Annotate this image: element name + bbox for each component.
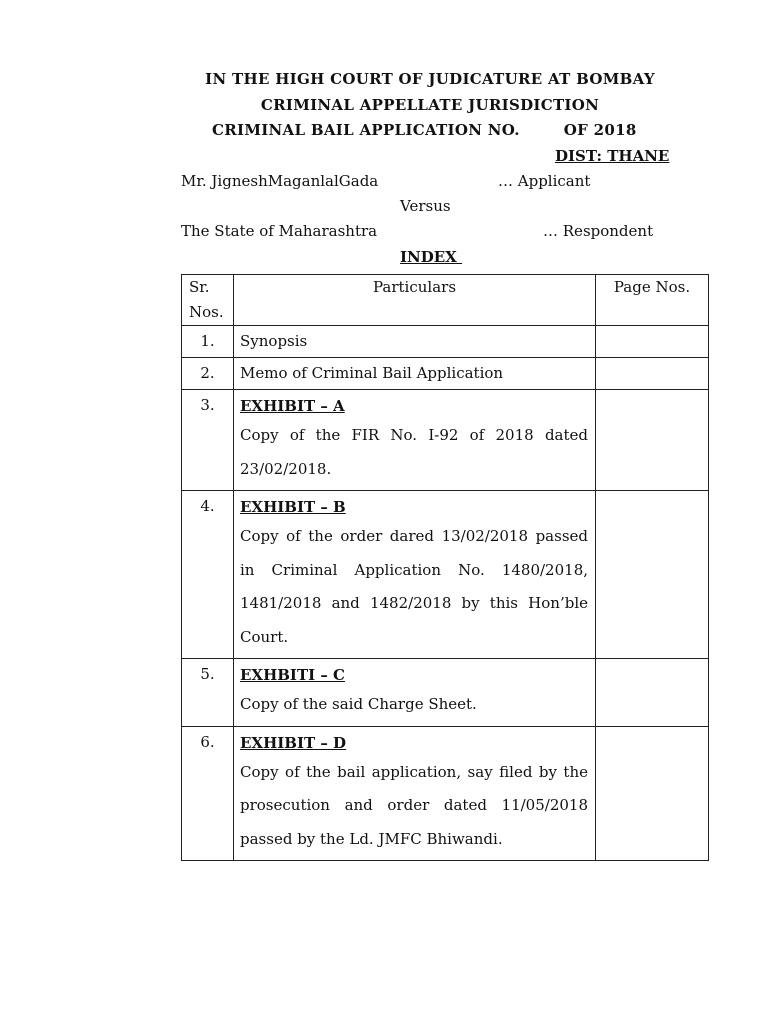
exhibit-label: EXHIBIT – A: [240, 397, 345, 415]
exhibit-description: Copy of the bail application, say filed by the prosecution and order dated 11/05/2018 passed by the Ld. JMFC Bhiwandi.: [240, 762, 588, 848]
header-sr: [182, 275, 234, 326]
table-row: [182, 491, 709, 659]
header-page-nos: Page Nos.: [596, 275, 709, 326]
application-year: OF 2018: [563, 121, 637, 139]
row-sr: 3.: [182, 390, 234, 491]
application-heading: [212, 121, 637, 139]
exhibit-description: Copy of the FIR No. I-92 of 2018 dated 23/02/2018.: [240, 426, 588, 478]
row-page: [596, 659, 709, 727]
row-page: [596, 726, 709, 861]
index-table: [181, 274, 709, 861]
table-header-row: [182, 275, 709, 326]
table-row: [182, 390, 709, 491]
respondent-name: The State of Maharashtra: [181, 222, 378, 240]
court-heading: IN THE HIGH COURT OF JUDICATURE AT BOMBAY: [205, 70, 655, 88]
district-label: DIST: THANE: [555, 147, 670, 165]
jurisdiction-heading: CRIMINAL APPELLATE JURISDICTION: [260, 96, 600, 114]
row-particulars: [234, 659, 596, 727]
header-sr-line1: Sr.: [189, 278, 210, 296]
table-row: [182, 726, 709, 861]
row-page: [596, 390, 709, 491]
row-particulars: Memo of Criminal Bail Application: [234, 358, 596, 390]
exhibit-label: EXHIBIT – D: [240, 733, 347, 752]
row-particulars: [234, 726, 596, 861]
index-title: INDEX: [400, 248, 463, 266]
row-particulars: [234, 491, 596, 659]
exhibit-description: Copy of the order dared 13/02/2018 passed in Criminal Application No. 1480/2018, 1481/2018 and 1482/2018 by this Hon’ble Court.: [240, 527, 588, 646]
row-sr: 5.: [182, 659, 234, 727]
respondent-role: … Respondent: [543, 222, 654, 240]
row-sr: 2.: [182, 358, 234, 390]
exhibit-description: Copy of the said Charge Sheet.: [240, 695, 477, 713]
exhibit-label: EXHBITI – C: [240, 666, 345, 684]
row-sr: 1.: [182, 326, 234, 358]
row-particulars: Synopsis: [234, 326, 596, 358]
header-particulars: Particulars: [234, 275, 596, 326]
table-row: [182, 358, 709, 390]
versus-label: Versus: [400, 197, 451, 215]
applicant-role: … Applicant: [498, 172, 591, 190]
row-page: [596, 491, 709, 659]
table-row: [182, 326, 709, 358]
row-sr: 4.: [182, 491, 234, 659]
row-page: [596, 358, 709, 390]
header-sr-line2: Nos.: [189, 303, 224, 321]
row-sr: 6.: [182, 726, 234, 861]
application-number-label: CRIMINAL BAIL APPLICATION NO.: [212, 121, 520, 139]
row-page: [596, 326, 709, 358]
row-particulars: [234, 390, 596, 491]
table-row: [182, 659, 709, 727]
applicant-name: Mr. JigneshMaganlalGada: [181, 172, 379, 190]
exhibit-label: EXHIBIT – B: [240, 498, 346, 516]
